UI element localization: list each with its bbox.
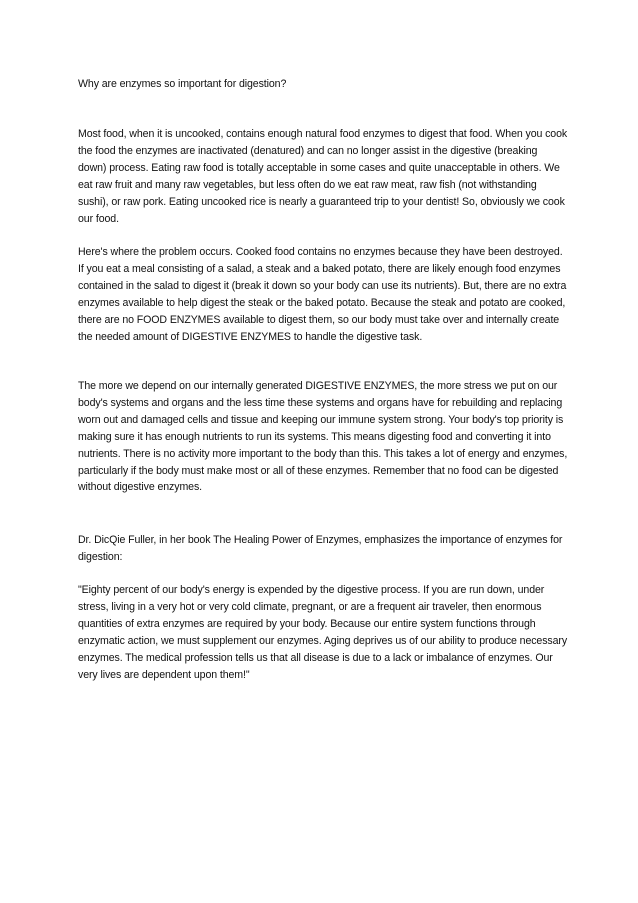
paragraph-uncooked-food: Most food, when it is uncooked, contains enough natural food enzymes to digest that food. When you cook the food the enzymes are inactivated (denatured) and can no longer assist in the digestive (breaking down) process. Eating raw food is totally acceptable in some cases and quite unacceptable in others. We eat raw fruit and many raw vegetables, but less often do we eat raw meat, raw fish (not withstanding sushi), or raw pork. Eating uncooked rice is nearly a guaranteed trip to your dentist! So, obviously we cook our food. (78, 128, 568, 225)
paragraph-dr-fuller-intro: Dr. DicQie Fuller, in her book The Healing Power of Enzymes, emphasizes the importance of enzymes for digestion: (78, 534, 563, 563)
paragraph-cooked-food-problem: Here's where the problem occurs. Cooked food contains no enzymes because they have been destroyed. If you eat a meal consisting of a salad, a steak and a baked potato, there are likely enough food enzymes contained in the salad to digest it (break it down so your body can use its nutrients). But, there are no extra enzymes available to help digest the steak or the baked potato. Because the steak and potato are cooked, there are no FOOD ENZYMES available to digest them, so our body must take over and internally create the needed amount of DIGESTIVE ENZYMES to handle the digestive task. (78, 246, 567, 343)
paragraph-quote: "Eighty percent of our body's energy is expended by the digestive process. If you are run down, under stress, living in a very hot or very cold climate, pregnant, or are a frequent air traveler, then enormous quantities of extra enzymes are required by your body. Because our entire system functions through enzymatic action, we must supplement our enzymes. Aging deprives us of our ability to produce necessary enzymes. The medical profession tells us that all disease is due to a lack or imbalance of enzymes. Our very lives are dependent upon them!" (78, 584, 568, 681)
paragraph-digestive-enzymes-stress: The more we depend on our internally generated DIGESTIVE ENZYMES, the more stress we put on our body's systems and organs and the less time these systems and organs have for rebuilding and replacing worn out and damaged cells and tissue and keeping our immune system strong. Your body's top priority is making sure it has enough nutrients to run its systems. This means digesting food and converting it into nutrients. There is no activity more important to the body than this. This takes a lot of energy and enzymes, particularly if the body must make most or all of these enzymes. Remember that no food can be digested without digestive enzymes. (78, 380, 568, 494)
document-heading: Why are enzymes so important for digestion? (78, 78, 287, 90)
